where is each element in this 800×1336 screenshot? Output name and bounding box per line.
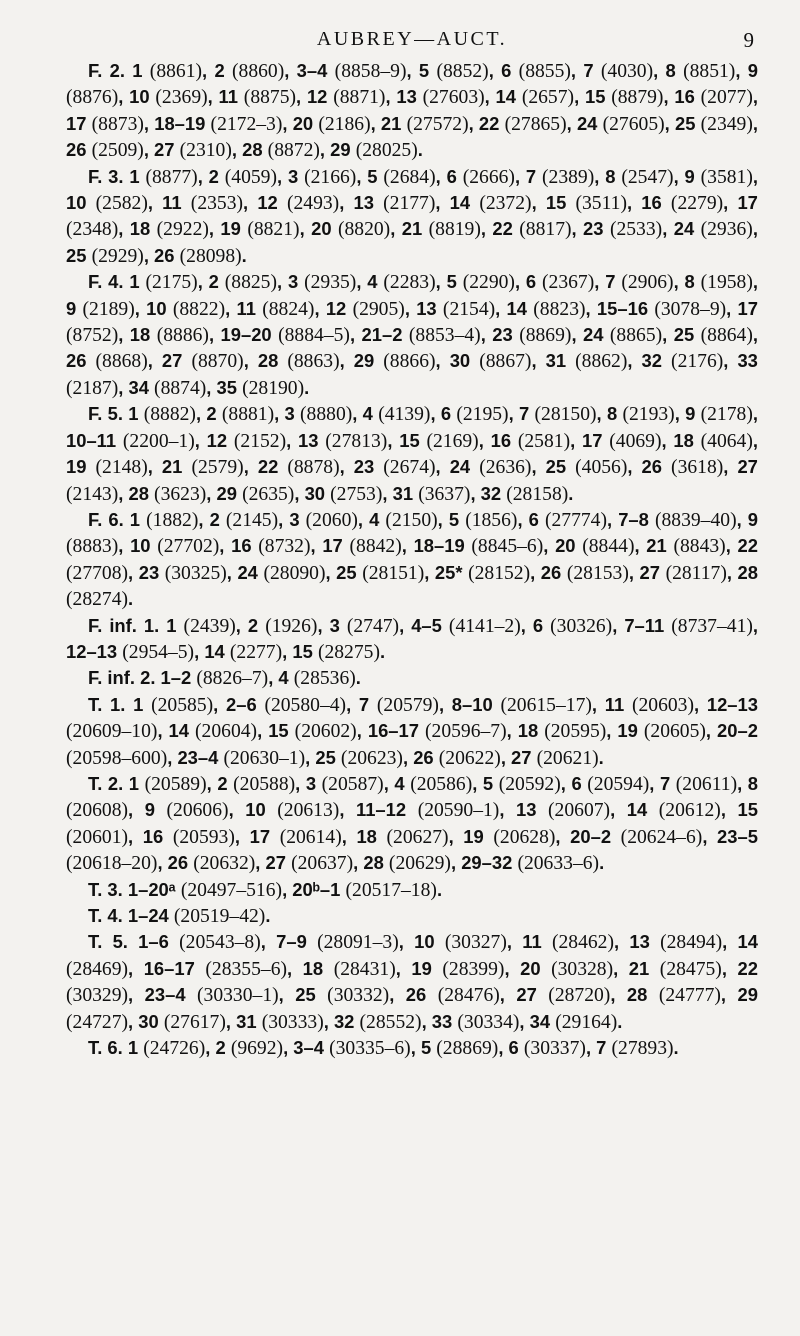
shelfmark-entry: T. 3. 1–20ᵃ (20497–516), 20ᵇ–1 (20517–18). (88, 878, 443, 901)
page-number: 9 (743, 28, 754, 52)
shelfmark-entry: F. 6. 1 (1882), 2 (2145), 3 (2060), 4 (2150), 5 (1856), 6 (27774), 7–8 (8839–40), 9 (8883), 10 (27702), 16 (8732), 17 (8842), 18–19 (8845–6), 20 (8844), 21 (8843), 22 (27708), 23 (30325), 24 (28090), 25 (28151), 25* (28152), 26 (28153), 27 (28117), 28 (28274). (66, 508, 759, 611)
shelfmark-entry: T. 5. 1–6 (20543–8), 7–9 (28091–3), 10 (30327), 11 (28462), 13 (28494), 14 (28469), 16–17 (28355–6), 18 (28431), 19 (28399), 20 (30328), 21 (28475), 22 (30329), 23–4 (30330–1), 25 (30332), 26 (28476), 27 (28720), 28 (24777), 29 (24727), 30 (27617), 31 (30333), 32 (28552), 33 (30334), 34 (29164). (66, 931, 758, 1033)
shelfmark-entry: F. 2. 1 (8861), 2 (8860), 3–4 (8858–9), 5 (8852), 6 (8855), 7 (4030), 8 (8851), 9 (8876), 10 (2369), 11 (8875), 12 (8871), 13 (27603), 14 (2657), 15 (8879), 16 (2077), 17 (8873), 18–19 (2172–3), 20 (2186), 21 (27572), 22 (27865), 24 (27605), 25 (2349), 26 (2509), 27 (2310), 28 (8872), 29 (28025). (66, 60, 758, 162)
shelfmark-entry: T. 2. 1 (20589), 2 (20588), 3 (20587), 4 (20586), 5 (20592), 6 (20594), 7 (20611), 8 (20608), 9 (20606), 10 (20613), 11–12 (20590–1), 13 (20607), 14 (20612), 15 (20601), 16 (20593), 17 (20614), 18 (20627), 19 (20628), 20–2 (20624–6), 23–5 (20618–20), 26 (20632), 27 (20637), 28 (20629), 29–32 (20633–6). (66, 772, 759, 875)
shelfmark-entry: F. 4. 1 (2175), 2 (8825), 3 (2935), 4 (2283), 5 (2290), 6 (2367), 7 (2906), 8 (1958), 9 (2189), 10 (8822), 11 (8824), 12 (2905), 13 (2154), 14 (8823), 15–16 (3078–9), 17 (8752), 18 (8886), 19–20 (8884–5), 21–2 (8853–4), 23 (8869), 24 (8865), 25 (8864), 26 (8868), 27 (8870), 28 (8863), 29 (8866), 30 (8867), 31 (8862), 32 (2176), 33 (2187), 34 (8874), 35 (28190). (66, 271, 759, 399)
shelfmark-entry: T. 1. 1 (20585), 2–6 (20580–4), 7 (20579), 8–10 (20615–17), 11 (20603), 12–13 (20609–10), 14 (20604), 15 (20602), 16–17 (20596–7), 18 (20595), 19 (20605), 20–2 (20598–600), 23–4 (20630–1), 25 (20623), 26 (20622), 27 (20621). (66, 693, 758, 769)
running-title: AUBREY—AUCT. (316, 28, 508, 50)
shelfmark-entry: F. inf. 2. 1–2 (8826–7), 4 (28536). (88, 667, 361, 690)
shelfmark-entry: F. 3. 1 (8877), 2 (4059), 3 (2166), 5 (2684), 6 (2666), 7 (2389), 8 (2547), 9 (3581), 10 (2582), 11 (2353), 12 (2493), 13 (2177), 14 (2372), 15 (3511), 16 (2279), 17 (2348), 18 (2922), 19 (8821), 20 (8820), 21 (8819), 22 (8817), 23 (2533), 24 (2936), 25 (2929), 26 (28098). (66, 165, 759, 267)
shelfmark-entries (66, 58, 758, 1061)
shelfmark-entry: F. 5. 1 (8882), 2 (8881), 3 (8880), 4 (4139), 6 (2195), 7 (28150), 8 (2193), 9 (2178), 10–11 (2200–1), 12 (2152), 13 (27813), 15 (2169), 16 (2581), 17 (4069), 18 (4064), 19 (2148), 21 (2579), 22 (8878), 23 (2674), 24 (2636), 25 (4056), 26 (3618), 27 (2143), 28 (3623), 29 (2635), 30 (2753), 31 (3637), 32 (28158). (66, 403, 759, 505)
shelfmark-entry: T. 4. 1–24 (20519–42). (88, 905, 271, 927)
shelfmark-entry: F. inf. 1. 1 (2439), 2 (1926), 3 (2747), 4–5 (4141–2), 6 (30326), 7–11 (8737–41), 12–13 (2954–5), 14 (2277), 15 (28275). (66, 614, 759, 663)
shelfmark-entry: T. 6. 1 (24726), 2 (9692), 3–4 (30335–6), 5 (28869), 6 (30337), 7 (27893). (88, 1037, 679, 1060)
running-head (66, 24, 758, 58)
